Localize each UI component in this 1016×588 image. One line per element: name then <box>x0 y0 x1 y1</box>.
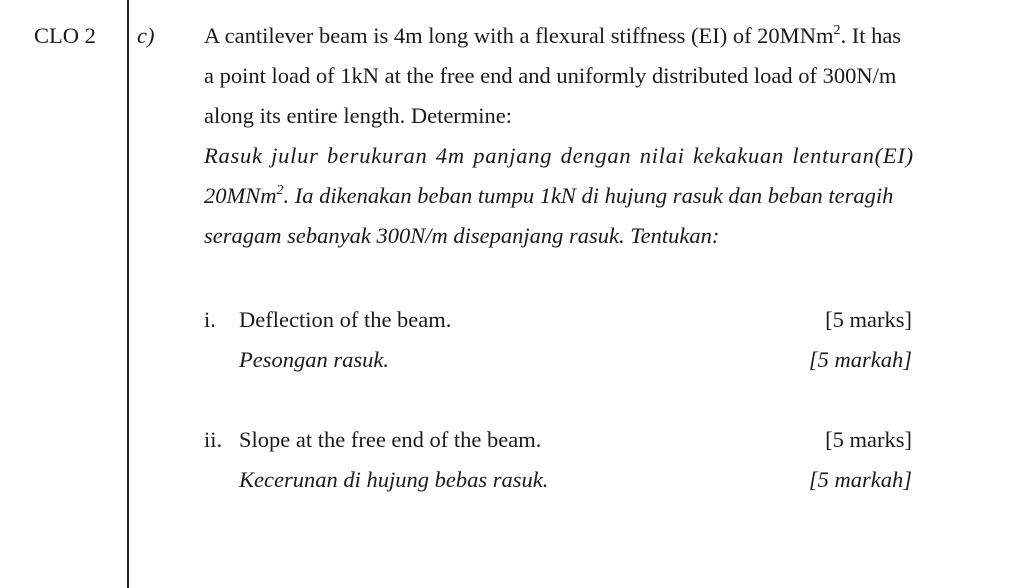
marks-label: [5 markah] <box>808 467 912 492</box>
sub-question-text: Slope at the free end of the beam. <box>239 427 542 452</box>
question-en-line-3: along its entire length. Determine: <box>204 103 513 128</box>
clo-column-divider <box>127 0 129 588</box>
sub-question-2-en <box>204 420 912 460</box>
question-en-line-1-tail: . It has <box>840 23 902 48</box>
sub-question-1-ms <box>204 340 912 380</box>
sub-question-text: Pesongan rasuk. <box>239 347 389 372</box>
question-ms-line-2-text: 20MNm <box>204 183 277 208</box>
question-ms-line-1: Rasuk julur berukuran 4m panjang dengan nilai kekakuan lenturan(EI) <box>204 143 914 168</box>
question-en-line-1 <box>204 16 914 56</box>
marks-label: [5 marks] <box>825 307 912 332</box>
clo-label: CLO 2 <box>34 23 96 48</box>
marks-label: [5 marks] <box>825 427 912 452</box>
marks-label: [5 markah] <box>808 347 912 372</box>
sub-question-text: Deflection of the beam. <box>239 307 452 332</box>
question-body <box>204 16 914 256</box>
question-ms-line-3: seragam sebanyak 300N/m disepanjang rasuk. Tentukan: <box>204 223 720 248</box>
sub-question-2-ms <box>204 460 912 500</box>
question-ms-line-2-tail: . Ia dikenakan beban tumpu 1kN di hujung rasuk dan beban teragih <box>283 183 894 208</box>
sub-question-number: i. <box>204 307 216 332</box>
sub-question-number: ii. <box>204 427 223 452</box>
superscript-2: 2 <box>276 183 284 198</box>
sub-question-1-en <box>204 300 912 340</box>
question-en-line-2: a point load of 1kN at the free end and uniformly distributed load of 300N/m <box>204 63 897 88</box>
question-ms-line-2 <box>204 176 914 216</box>
question-en-line-1-text: A cantilever beam is 4m long with a flexural stiffness (EI) of 20MNm <box>204 23 834 48</box>
sub-question-text: Kecerunan di hujung bebas rasuk. <box>239 467 549 492</box>
part-label: c) <box>137 23 155 48</box>
superscript-2: 2 <box>833 23 841 38</box>
